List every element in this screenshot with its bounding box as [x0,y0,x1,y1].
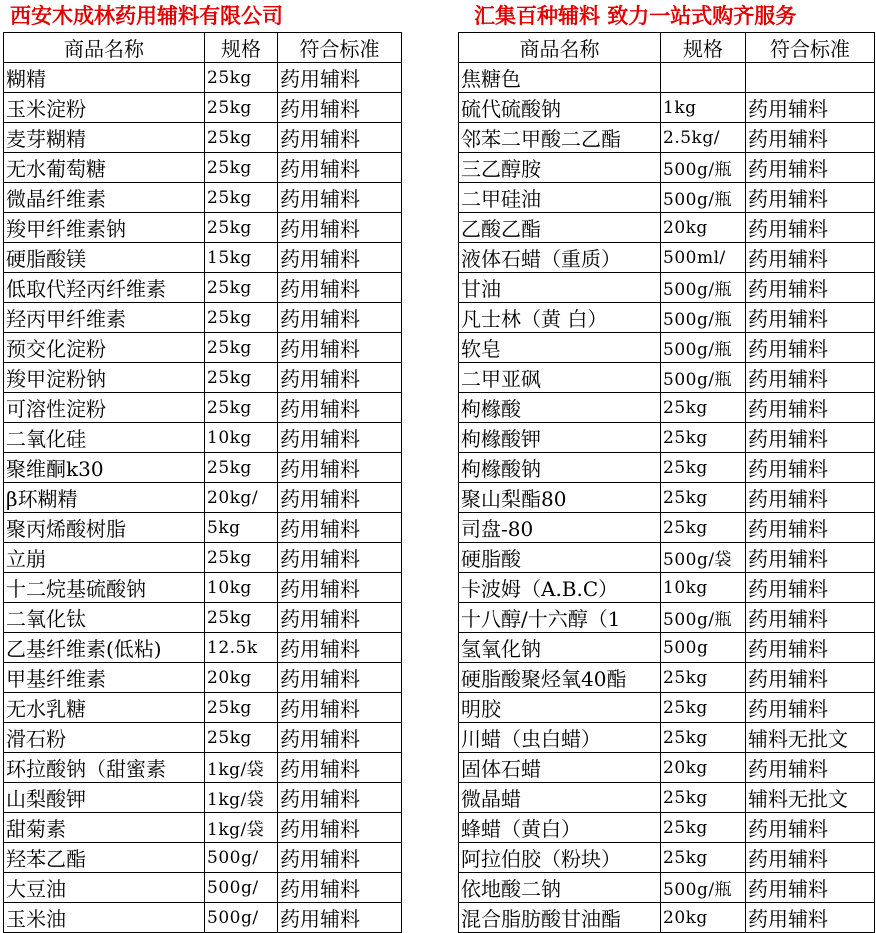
product-spec: 25kg [205,603,278,633]
table-row [459,813,875,843]
product-standard: 药用辅料 [746,603,875,633]
product-standard: 药用辅料 [746,273,875,303]
product-name: 玉米淀粉 [4,93,205,123]
product-spec: 2.5kg/ [661,123,746,153]
product-name: 十二烷基硫酸钠 [4,573,205,603]
table-row [4,543,402,573]
product-standard: 药用辅料 [278,153,402,183]
product-standard: 药用辅料 [746,333,875,363]
table-row [4,303,402,333]
product-name: 依地酸二钠 [459,873,661,903]
product-spec: 25kg [661,693,746,723]
product-name: 环拉酸钠（甜蜜素 [4,753,205,783]
product-standard: 药用辅料 [746,303,875,333]
product-name: 二氧化硅 [4,423,205,453]
product-standard: 药用辅料 [746,543,875,573]
product-spec: 25kg [661,453,746,483]
product-spec [661,63,746,93]
product-name: 硫代硫酸钠 [459,93,661,123]
product-standard: 药用辅料 [746,453,875,483]
table-row [459,633,875,663]
product-spec: 25kg [661,723,746,753]
table-row [4,363,402,393]
product-spec: 25kg [205,183,278,213]
table-row [4,843,402,873]
table-row [459,543,875,573]
product-standard: 药用辅料 [746,423,875,453]
product-spec: 15kg [205,243,278,273]
product-spec: 500g/ [205,873,278,903]
product-spec: 12.5k [205,633,278,663]
table-row [4,393,402,423]
product-name: 阿拉伯胶（粉块） [459,843,661,873]
product-name: 枸橼酸钠 [459,453,661,483]
product-spec: 25kg [205,393,278,423]
table-row [459,663,875,693]
table-row [4,63,402,93]
product-spec: 500g [661,633,746,663]
product-name: 滑石粉 [4,723,205,753]
product-spec: 500g/瓶 [661,333,746,363]
product-standard: 药用辅料 [746,843,875,873]
product-standard: 药用辅料 [278,213,402,243]
product-name: 焦糖色 [459,63,661,93]
product-spec: 500g/瓶 [661,303,746,333]
table-row [459,333,875,363]
product-name: 甲基纤维素 [4,663,205,693]
product-name: 软皂 [459,333,661,363]
product-name: 立崩 [4,543,205,573]
product-name: 邻苯二甲酸二乙酯 [459,123,661,153]
table-row [459,903,875,933]
product-name: 二甲硅油 [459,183,661,213]
product-standard: 药用辅料 [278,393,402,423]
product-spec: 20kg [205,663,278,693]
header-row [4,33,402,63]
product-standard: 药用辅料 [278,63,402,93]
product-spec: 1kg/袋 [205,813,278,843]
product-name: 凡士林（黄 白） [459,303,661,333]
product-spec: 25kg [205,63,278,93]
table-row [4,273,402,303]
table-row [459,753,875,783]
product-spec: 500g/瓶 [661,273,746,303]
product-name: 二氧化钛 [4,603,205,633]
product-spec: 25kg [661,843,746,873]
product-name: 氢氧化钠 [459,633,661,663]
table-row [4,693,402,723]
product-spec: 10kg [205,573,278,603]
product-name: 司盘-80 [459,513,661,543]
product-spec: 25kg [205,153,278,183]
table-row [459,183,875,213]
product-spec: 10kg [205,423,278,453]
table-row [459,723,875,753]
table-row [459,273,875,303]
product-name: 硬脂酸 [459,543,661,573]
table-row [459,63,875,93]
product-spec: 500g/瓶 [661,603,746,633]
product-spec: 25kg [205,213,278,243]
product-standard: 药用辅料 [746,513,875,543]
table-row [4,903,402,933]
product-standard: 药用辅料 [278,873,402,903]
product-name: 麦芽糊精 [4,123,205,153]
product-standard: 药用辅料 [746,183,875,213]
product-spec: 500g/ [205,903,278,933]
product-standard: 药用辅料 [746,903,875,933]
left-product-table [3,32,402,933]
product-standard: 药用辅料 [746,573,875,603]
table-row [4,243,402,273]
header-name: 商品名称 [4,33,205,63]
header-spec: 规格 [661,33,746,63]
product-name: 羟丙甲纤维素 [4,303,205,333]
product-standard: 药用辅料 [746,483,875,513]
company-title: 西安木成林药用辅料有限公司 [10,3,283,28]
product-spec: 500g/ [205,843,278,873]
product-standard: 药用辅料 [278,123,402,153]
table-row [4,513,402,543]
product-standard: 药用辅料 [278,273,402,303]
product-standard: 药用辅料 [746,153,875,183]
product-standard: 药用辅料 [746,393,875,423]
table-row [459,873,875,903]
product-standard: 药用辅料 [278,513,402,543]
table-row [4,423,402,453]
product-standard: 药用辅料 [278,663,402,693]
product-spec: 25kg [205,363,278,393]
product-standard: 药用辅料 [278,453,402,483]
product-spec: 1kg/袋 [205,753,278,783]
product-spec: 25kg [205,123,278,153]
product-name: 固体石蜡 [459,753,661,783]
product-spec: 25kg [661,663,746,693]
product-standard: 药用辅料 [746,363,875,393]
product-standard: 药用辅料 [746,243,875,273]
product-spec: 25kg [661,483,746,513]
table-row [4,333,402,363]
product-spec: 10kg [661,573,746,603]
table-row [4,813,402,843]
product-standard: 药用辅料 [278,843,402,873]
table-row [459,693,875,723]
product-name: 明胶 [459,693,661,723]
product-standard: 药用辅料 [746,693,875,723]
product-name: 低取代羟丙纤维素 [4,273,205,303]
product-spec: 5kg [205,513,278,543]
product-standard: 药用辅料 [278,423,402,453]
product-standard [746,63,875,93]
product-name: 聚山梨酯80 [459,483,661,513]
product-name: 混合脂肪酸甘油酯 [459,903,661,933]
product-spec: 1kg/袋 [205,783,278,813]
header-spec: 规格 [205,33,278,63]
table-row [459,843,875,873]
product-standard: 药用辅料 [746,213,875,243]
product-name: 聚维酮k30 [4,453,205,483]
product-standard: 药用辅料 [278,303,402,333]
product-spec: 25kg [205,303,278,333]
product-spec: 25kg [661,393,746,423]
product-name: 二甲亚砜 [459,363,661,393]
product-name: 大豆油 [4,873,205,903]
table-row [459,483,875,513]
right-product-table [458,32,875,933]
table-row [459,213,875,243]
header-name: 商品名称 [459,33,661,63]
table-row [459,513,875,543]
product-standard: 药用辅料 [746,813,875,843]
product-name: 乙酸乙酯 [459,213,661,243]
product-standard: 药用辅料 [278,483,402,513]
product-spec: 500g/瓶 [661,363,746,393]
product-standard: 药用辅料 [278,903,402,933]
slogan-title: 汇集百种辅料 致力一站式购齐服务 [474,3,797,28]
product-standard: 药用辅料 [278,183,402,213]
product-standard: 药用辅料 [278,363,402,393]
product-name: 甜菊素 [4,813,205,843]
table-row [459,423,875,453]
product-name: 枸橼酸钾 [459,423,661,453]
product-name: 川蜡（虫白蜡） [459,723,661,753]
product-spec: 20kg/ [205,483,278,513]
table-row [4,603,402,633]
table-row [4,723,402,753]
product-name: 羧甲纤维素钠 [4,213,205,243]
table-row [459,393,875,423]
product-spec: 25kg [661,813,746,843]
product-spec: 25kg [661,513,746,543]
product-name: 聚丙烯酸树脂 [4,513,205,543]
table-row [4,153,402,183]
product-standard: 辅料无批文 [746,723,875,753]
product-name: 山梨酸钾 [4,783,205,813]
header-row [459,33,875,63]
product-name: 羧甲淀粉钠 [4,363,205,393]
product-spec: 20kg [661,213,746,243]
product-spec: 25kg [205,273,278,303]
product-name: 硬脂酸镁 [4,243,205,273]
product-spec: 25kg [205,543,278,573]
product-spec: 25kg [205,333,278,363]
product-standard: 药用辅料 [278,93,402,123]
product-spec: 25kg [205,93,278,123]
product-name: 液体石蜡（重质） [459,243,661,273]
table-row [4,93,402,123]
table-row [4,663,402,693]
product-standard: 药用辅料 [278,723,402,753]
table-row [4,123,402,153]
product-spec: 500g/瓶 [661,873,746,903]
product-standard: 药用辅料 [746,93,875,123]
product-spec: 500g/袋 [661,543,746,573]
product-spec: 25kg [205,693,278,723]
table-row [459,363,875,393]
product-name: 预交化淀粉 [4,333,205,363]
product-spec: 500g/瓶 [661,183,746,213]
product-name: 糊精 [4,63,205,93]
product-spec: 20kg [661,753,746,783]
product-name: β环糊精 [4,483,205,513]
table-row [459,303,875,333]
product-name: 三乙醇胺 [459,153,661,183]
product-standard: 药用辅料 [278,603,402,633]
product-name: 乙基纤维素(低粘) [4,633,205,663]
table-row [459,243,875,273]
product-standard: 药用辅料 [746,633,875,663]
table-row [4,183,402,213]
product-name: 十八醇/十六醇（1 [459,603,661,633]
product-spec: 25kg [661,423,746,453]
table-row [4,483,402,513]
product-name: 蜂蜡（黄白） [459,813,661,843]
product-name: 无水乳糖 [4,693,205,723]
product-standard: 药用辅料 [278,243,402,273]
product-standard: 药用辅料 [278,693,402,723]
product-standard: 药用辅料 [278,333,402,363]
product-spec: 500ml/ [661,243,746,273]
table-row [459,453,875,483]
product-standard: 药用辅料 [278,783,402,813]
product-name: 甘油 [459,273,661,303]
product-name: 无水葡萄糖 [4,153,205,183]
table-row [459,603,875,633]
product-standard: 药用辅料 [278,813,402,843]
product-standard: 药用辅料 [278,543,402,573]
product-name: 玉米油 [4,903,205,933]
table-row [4,213,402,243]
product-spec: 1kg [661,93,746,123]
product-name: 羟苯乙酯 [4,843,205,873]
table-row [459,123,875,153]
product-standard: 药用辅料 [746,753,875,783]
product-spec: 500g/瓶 [661,153,746,183]
product-spec: 25kg [205,453,278,483]
table-row [4,753,402,783]
product-spec: 25kg [661,783,746,813]
product-name: 硬脂酸聚烃氧40酯 [459,663,661,693]
product-name: 微晶蜡 [459,783,661,813]
table-row [459,573,875,603]
table-row [459,153,875,183]
table-row [4,633,402,663]
product-spec: 20kg [661,903,746,933]
table-row [4,783,402,813]
table-row [459,93,875,123]
product-standard: 药用辅料 [746,663,875,693]
product-name: 可溶性淀粉 [4,393,205,423]
product-standard: 药用辅料 [746,873,875,903]
product-name: 微晶纤维素 [4,183,205,213]
product-name: 枸橼酸 [459,393,661,423]
product-spec: 25kg [205,723,278,753]
table-row [459,783,875,813]
product-standard: 药用辅料 [278,753,402,783]
header-standard: 符合标准 [746,33,875,63]
product-name: 卡波姆（A.B.C） [459,573,661,603]
product-standard: 药用辅料 [278,633,402,663]
table-row [4,453,402,483]
product-standard: 药用辅料 [746,123,875,153]
product-standard: 药用辅料 [278,573,402,603]
table-row [4,873,402,903]
table-row [4,573,402,603]
header-standard: 符合标准 [278,33,402,63]
product-standard: 辅料无批文 [746,783,875,813]
